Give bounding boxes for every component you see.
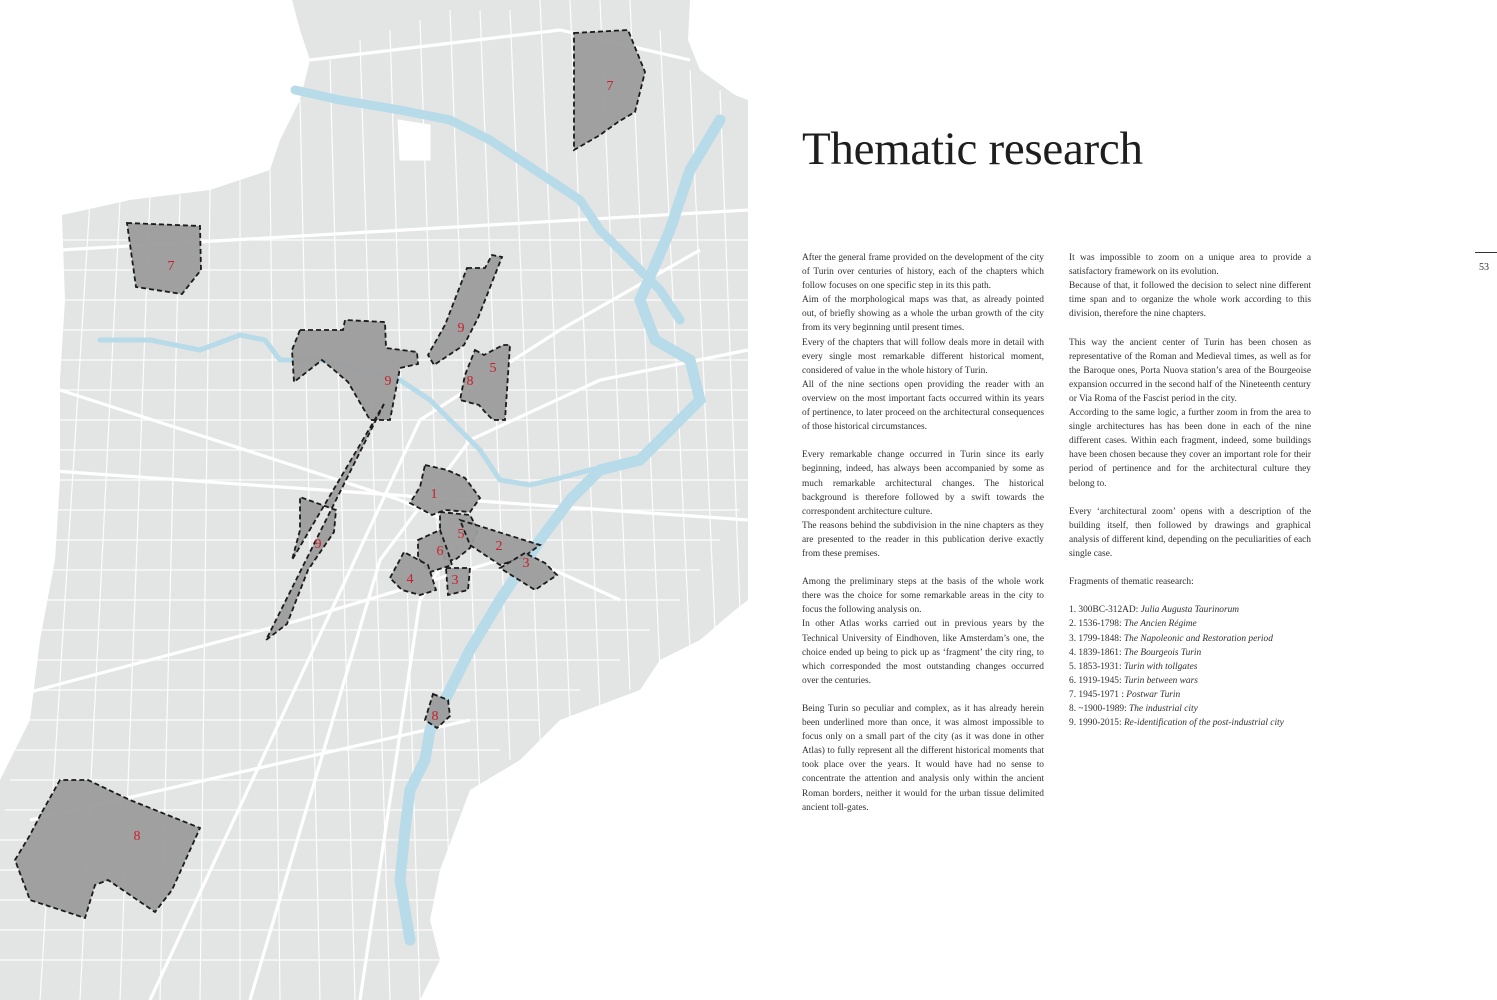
paragraph: All of the nine sections open providing the reader with an overview on the most important facts occurred within its years of pertinence, to later proceed on the architectural consequences of those historical circumstances. [802,379,1044,433]
zone-label-9-rail: 9 [314,537,322,552]
zone-label-8-mid: 8 [466,374,474,389]
zone-label-7-west: 7 [167,259,175,274]
zone-label-4: 4 [406,572,414,587]
list-item: 3. 1799-1848: The Napoleonic and Restoration period [1069,633,1273,644]
page-title: Thematic research [802,123,1143,175]
zone-7-west [127,223,201,294]
zone-label-5-center: 5 [457,527,465,542]
paragraph: Aim of the morphological maps was that, as already pointed out, of briefly showing as a whole the urban growth of the city from its very beginning until present times. [802,295,1044,334]
zone-label-6: 6 [436,544,444,559]
zone-label-3-south: 3 [451,573,459,588]
list-item: 2. 1536-1798: The Ancien Régime [1069,619,1197,630]
fragments-heading: Fragments of thematic reasearch: [1069,577,1194,588]
paragraph: It was impossible to zoom on a unique area to provide a satisfactory framework on its evolution. [1069,253,1311,278]
list-item: 7. 1945-1971 : Postwar Turin [1069,689,1181,700]
zone-label-3-east: 3 [522,556,530,571]
paragraph: Every of the chapters that will follow deals more in detail with every single most remarkable different historical moment, considered of value in the whole history of Turin. [802,337,1044,376]
paragraph: In other Atlas works carried out in previous years by the Technical University of Eindhoven, like Amsterdam’s one, the choice ended up being to pick up as ‘fragment’ the city ring, to which corresponded the most outstanding changes occurred over the centuries. [802,619,1044,686]
list-item: 6. 1919-1945: Turin between wars [1069,675,1198,686]
zone-label-9-station: 9 [384,374,392,389]
paragraph: Among the preliminary steps at the basis of the whole work there was the choice for some remarkable areas in the city to focus the following analysis on. [802,577,1044,616]
paragraph: According to the same logic, a further zoom in from the area to single architectures has has been done in each of the nine different cases. Within each fragment, indeed, some buildings have been chosen because they cover an important role for their period of pertinence and for the architectural culture they belong to. [1069,408,1311,489]
zone-label-5: 5 [489,361,497,376]
north-lake [398,120,430,160]
paragraph: After the general frame provided on the development of the city of Turin over centuries of history, each of the chapters which follow focuses on one specific step in its this path. [802,253,1044,292]
list-item: 1. 300BC-312AD: Julia Augusta Taurinorum [1069,605,1240,616]
list-item: 4. 1839-1861: The Bourgeois Turin [1069,647,1202,658]
text-column-left [802,251,1044,815]
text-column-right [1069,251,1311,730]
paragraph: The reasons behind the subdivision in the nine chapters as they are presented to the reader in this publication derive exactly from these premises. [802,520,1044,559]
paragraph: Every remarkable change occurred in Turin since its early beginning, indeed, has always been accompanied by some as much remarkable architectural changes. The historical background is therefore followed by a swift towards the correspondent architecture culture. [802,450,1044,517]
paragraph: Every ‘architectural zoom’ opens with a description of the building itself, then followed by drawings and graphical analysis of different kind, depending on the peculiarities of each single case. [1069,506,1311,559]
paragraph: Being Turin so peculiar and complex, as it has already herein been underlined more than once, it was almost impossible to focus only on a small part of the city (as it was done in other Atlas) to fully represent all the different historical moments that took place over the years. It would have had no sense to concentrate the attention and analysis only within the ancient Roman borders, neither it would for the urban tissue delimited ancient toll-gates. [802,704,1044,813]
zone-label-8-south: 8 [431,709,439,724]
page-number: 53 [1479,262,1489,273]
paragraph: Because of that, it followed the decision to select nine different time span and to organize the whole work according to this division, therefore the nine chapters. [1069,281,1311,320]
page-number-rule [1475,252,1497,253]
fragments-list [1069,603,1311,730]
zone-label-7-north: 7 [606,79,614,94]
zone-label-8-big: 8 [133,829,141,844]
list-item: 9. 1990-2015: Re-identification of the post-industrial city [1069,718,1284,729]
paragraph: This way the ancient center of Turin has been chosen as representative of the Roman and Medieval times, as well as for the Baroque ones, Porta Nuova station’s area of the Bourgeoise expansion occurred in the second half of the Nineteenth century or Via Roma of the Fascist period in the city. [1069,337,1311,404]
zone-label-1: 1 [430,487,438,502]
list-item: 8. ~1900-1989: The industrial city [1069,704,1198,714]
zone-label-9-north: 9 [457,321,465,336]
list-item: 5. 1853-1931: Turin with tollgates [1069,661,1198,672]
zone-label-2: 2 [495,539,503,554]
